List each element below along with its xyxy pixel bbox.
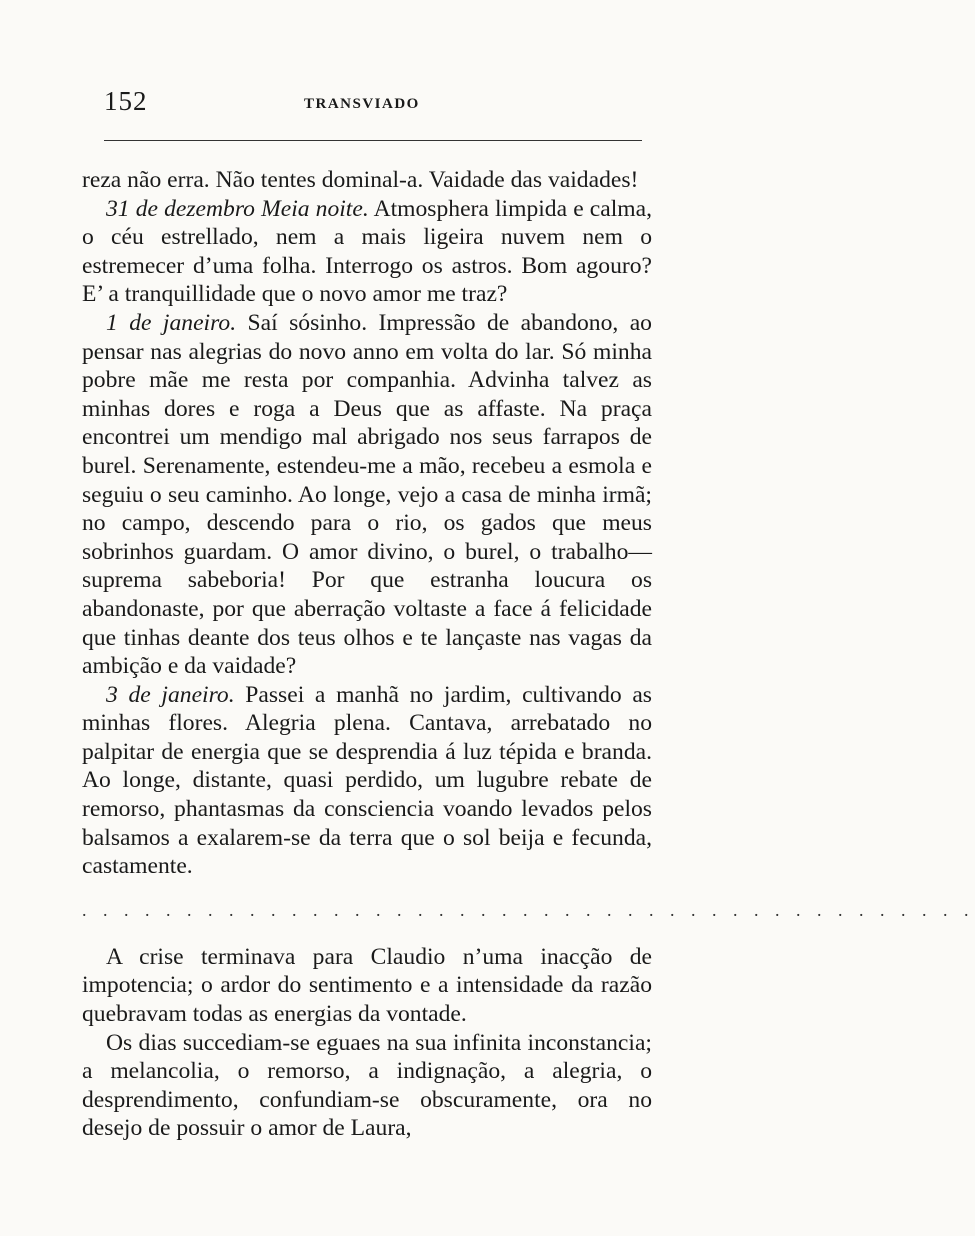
paragraph-text: reza não erra. Não tentes dominal-a. Vaidade das vaidades! [82,167,639,193]
entry-date: 3 de janeiro. [106,681,235,708]
narrative-paragraph: Os dias succediam-se eguaes na sua infinita inconstancia; a melancolia, o remorso, a indignação, a alegria, o desprendimento, confundiam-se obscuramente, ora no desejo de possuir o amor de Laura, [82,1029,652,1142]
diary-entry-1-janeiro [82,309,652,681]
narrative-paragraph: A crise terminava para Claudio n’uma inacção de impotencia; o ardor do sentimento e a intensidade da razão quebravam todas as energias da vontade. [82,943,652,1028]
diary-paragraph-continuation [82,166,652,195]
body-text [82,166,975,1143]
entry-text: Atmosphera limpida e calma, o céu estrellado, nem a mais ligeira nuvem nem o estremecer d’uma folha. Interrogo os astros. Bom agouro? E’ a tranquillidade que o novo amor me traz? [82,195,653,308]
page-header [104,82,644,122]
running-title: TRANSVIADO [304,96,420,112]
diary-entry-3-janeiro [82,681,652,881]
header-rule [104,140,642,141]
entry-date: 1 de janeiro. [106,309,237,336]
dotted-separator: . . . . . . . . . . . . . . . . . . . . . . . . . . . . . . . . . . . . . . . . . . . [82,899,975,920]
entry-date: 31 de dezembro Meia noite. [106,195,369,222]
entry-text: Saí sósinho. Impressão de abandono, ao pensar nas alegrias do novo anno em volta do lar. Só minha pobre mãe me resta por companhia. Advinha talvez as minhas dores e roga a Deus que as affaste. Na praça encontrei um mendigo mal abrigado nos seus farrapos de burel. Serenamente, estendeu-me a mão, recebeu a esmola e seguiu o seu caminho. Ao longe, vejo a casa de minha irmã; no campo, descendo para o rio, os gados que meus sobrinhos guardam. O amor divino, o burel, o trabalho— suprema sabeboria! Por que estranha loucura os abandonaste, por que aberração voltaste a face á felicidade que tinhas deante dos teus olhos e te lançaste nas vagas da ambição e da vaidade? [82,309,652,680]
page-number: 152 [104,86,148,116]
entry-text: Passei a manhã no jardim, cultivando as minhas flores. Alegria plena. Cantava, arrebatado no palpitar de energia que se desprendia á luz tépida e branda. Ao longe, distante, quasi perdido, um lugubre rebate de remorso, phantasmas da consciencia voando levados pelos balsamos a exalarem-se da terra que o sol beija e fecunda, castamente. [82,681,652,880]
diary-entry-31-dezembro [82,195,652,309]
